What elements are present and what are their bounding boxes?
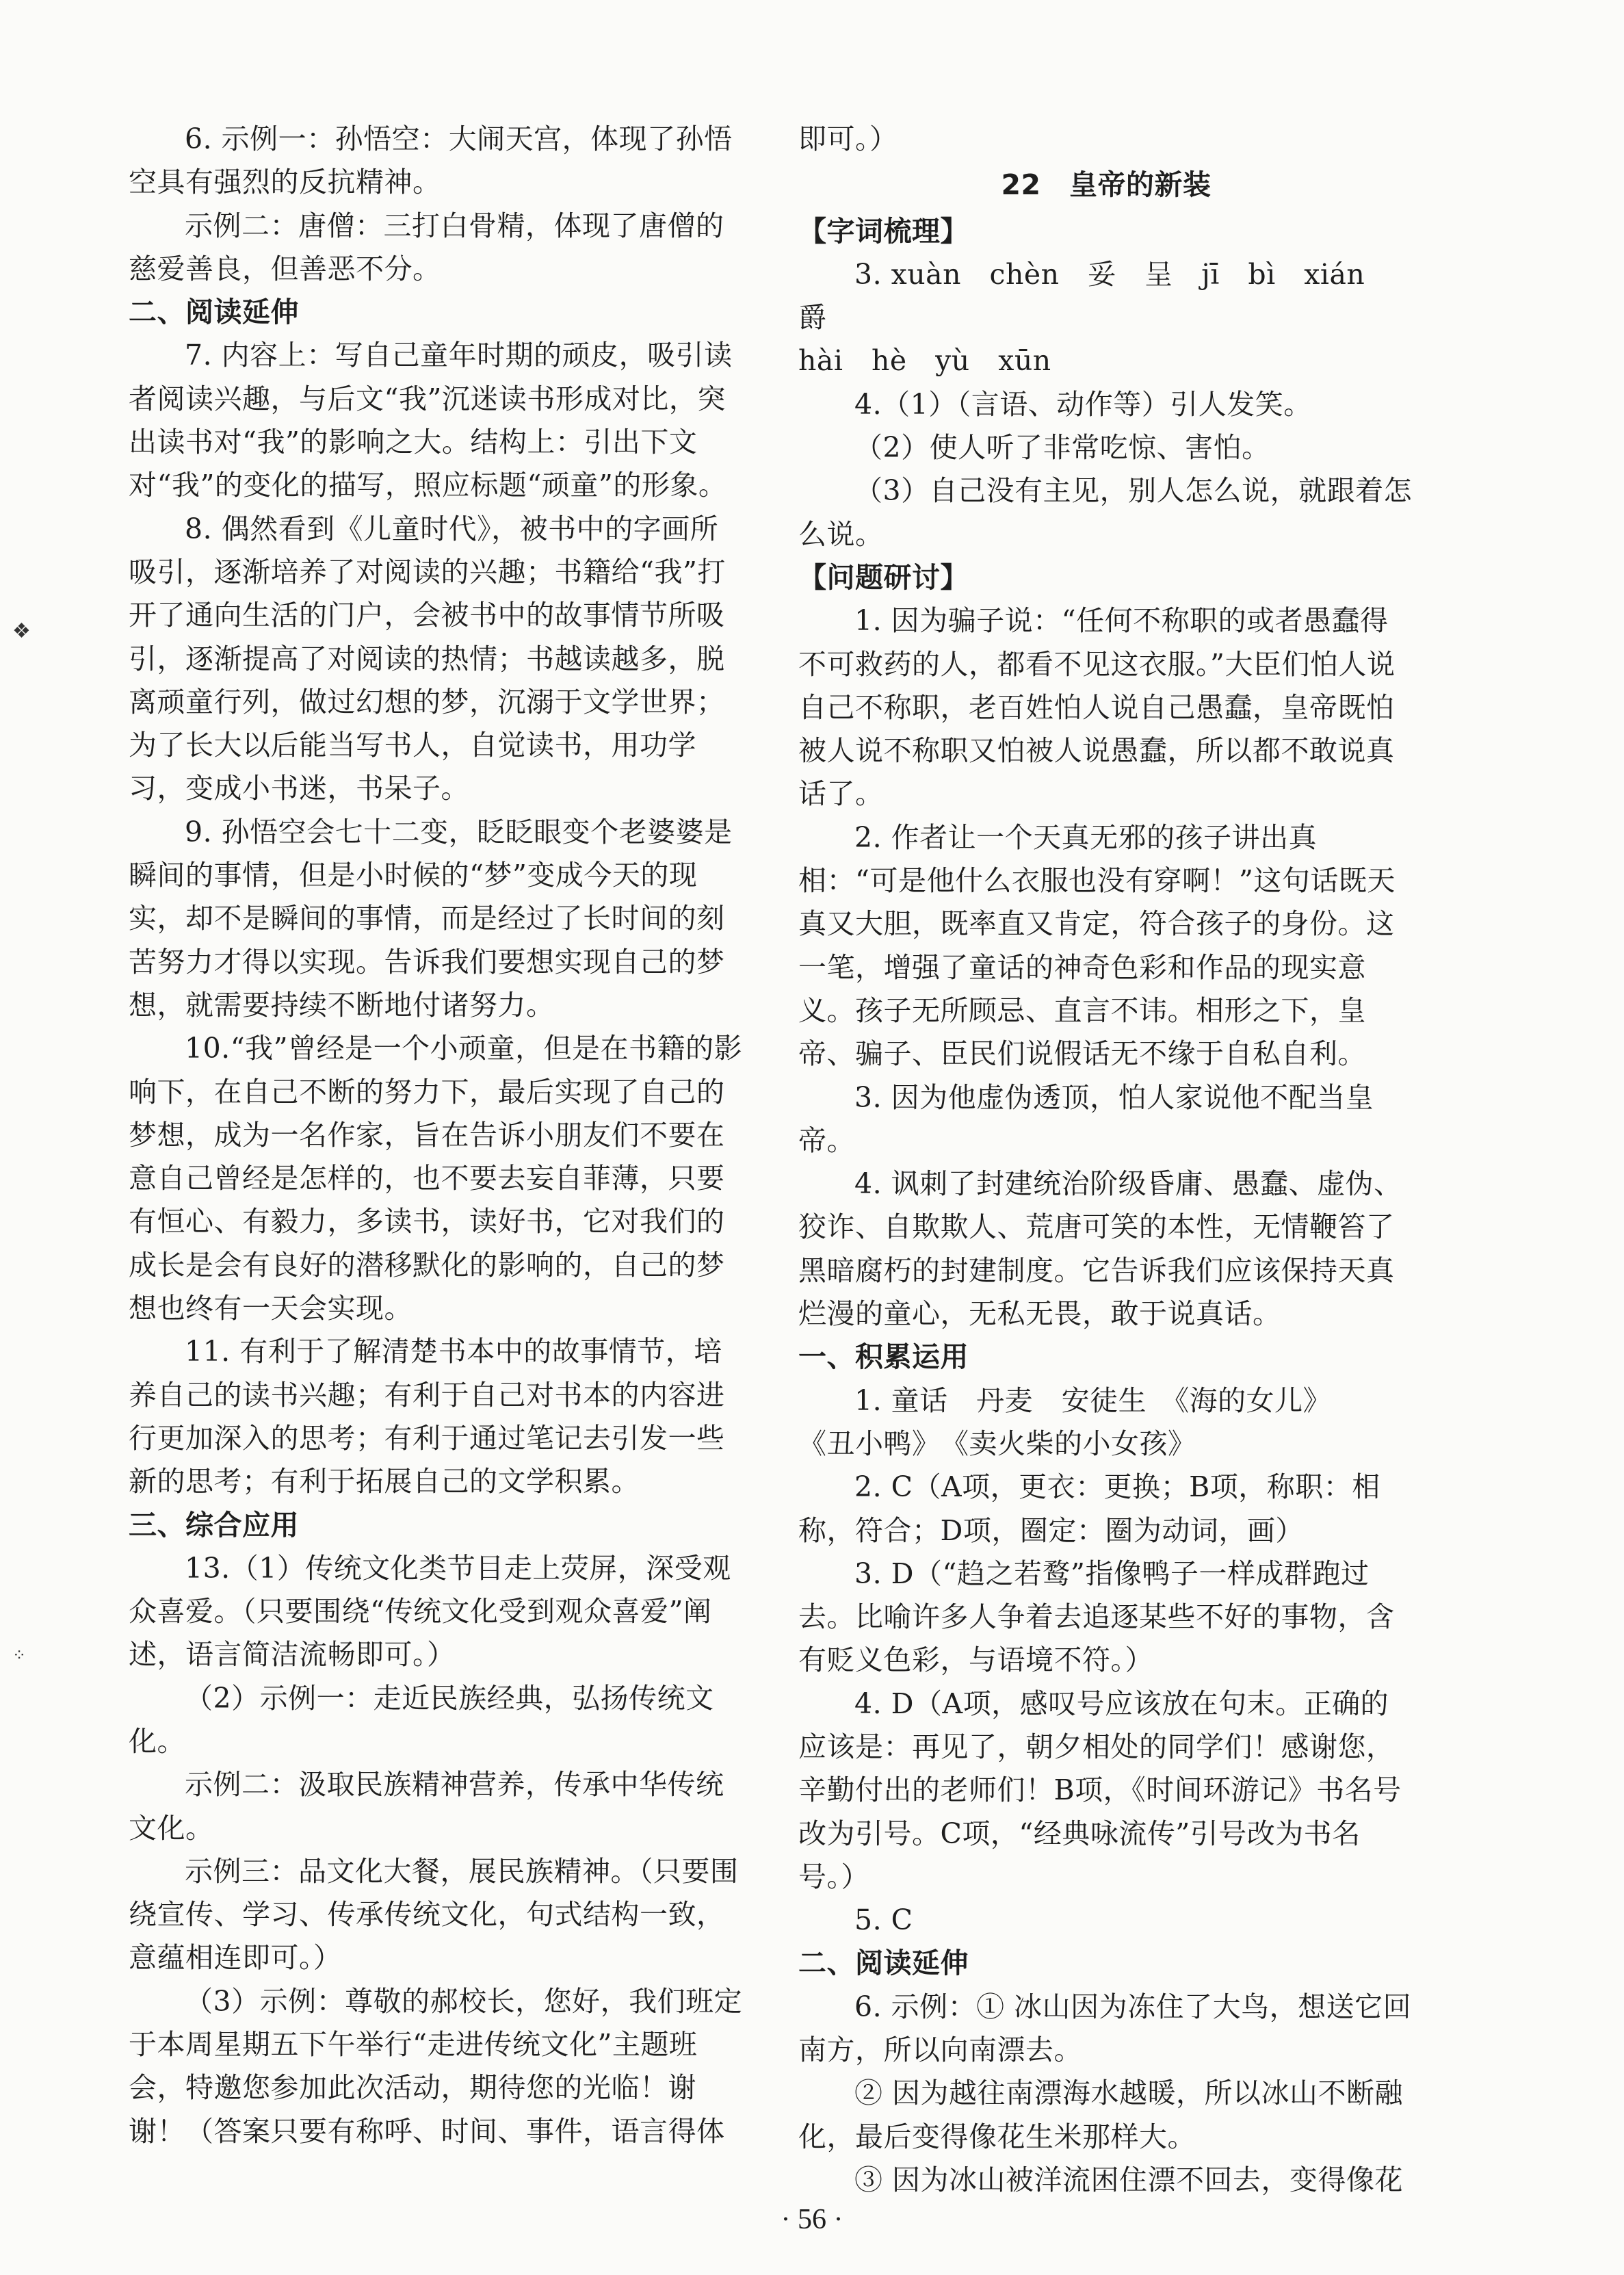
answer-paragraph: 1. 童话 丹麦 安徒生 《海的女儿》	[854, 1383, 1332, 1417]
answer-paragraph: 8. 偶然看到《儿童时代》，被书中的字画所吸引，逐渐培养了对阅读的兴趣；书籍给“我”打开了通向生活的门户，会被书中的故事情节所吸引，逐渐提高了对阅读的热情；书越读越多，脱离顽童行列，做过幻想的梦，沉溺于文学世界；为了长大以后能当写书人，自觉读书，用功学习，变成小书迷，书呆子。	[129, 512, 726, 805]
section-heading: 二、阅读延伸	[129, 296, 299, 329]
lesson-title: 22 皇帝的新装	[1001, 168, 1212, 202]
answer-paragraph: （3）示例：尊敬的郝校长，您好，我们班定于本周星期五下午举行“走进传统文化”主题班会，特邀您参加此次活动，期待您的光临！谢谢！（答案只要有称呼、时间、事件，语言得体	[129, 1984, 743, 2148]
answer-paragraph: 2. C（A项，更衣：更换；B项，称职：相称，符合；D项，圈定：圈为动词，画）	[798, 1470, 1380, 1547]
answer-paragraph: 7. 内容上：写自己童年时期的顽皮，吸引读者阅读兴趣，与后文“我”沉迷读书形成对比，突出读书对“我”的影响之大。结构上：引出下文对“我”的变化的描写，照应标题“顽童”的形象。	[129, 339, 733, 502]
answer-paragraph: （2）示例一：走近民族经典，弘扬传统文化。	[129, 1681, 714, 1758]
binding-mark: ❖	[12, 619, 31, 643]
answer-paragraph: （2）使人听了非常吃惊、害怕。	[854, 431, 1270, 465]
text-line: hài hè yù xūn	[798, 344, 1051, 378]
answer-paragraph: 示例二：唐僧：三打白骨精，体现了唐僧的慈爱善良，但善恶不分。	[129, 209, 724, 285]
section-heading: 三、综合应用	[129, 1508, 299, 1542]
right-column	[798, 118, 1414, 2202]
answer-paragraph: 示例二：汲取民族精神营养，传承中华传统文化。	[129, 1768, 724, 1845]
left-column	[129, 118, 746, 2153]
text-line: 即可。）	[798, 122, 898, 155]
answer-paragraph: ③ 因为冰山被洋流困住漂不回去，变得像花	[854, 2163, 1404, 2196]
answer-paragraph: 4. D（A项，感叹号应该放在句末。正确的应该是：再见了，朝夕相处的同学们！感谢您，辛勤付出的老师们！B项，《时间环游记》书名号改为引号。C项，“经典咏流传”引号改为书名号。）	[798, 1687, 1402, 1893]
answer-paragraph: 3. 因为他虚伪透顶，怕人家说他不配当皇帝。	[798, 1080, 1374, 1157]
answer-paragraph: 13.（1）传统文化类节目走上荧屏，深受观众喜爱。（只要围绕“传统文化受到观众喜爱”阐述，语言简洁流畅即可。）	[129, 1551, 731, 1672]
section-heading: 【问题研讨】	[798, 560, 969, 594]
answer-paragraph: 10.“我”曾经是一个小顽童，但是在书籍的影响下，在自己不断的努力下，最后实现了自己的梦想，成为一名作家，旨在告诉小朋友们不要在意自己曾经是怎样的，也不要去妄自菲薄，只要有恒心、有毅力，多读书，读好书，它对我们的成长是会有良好的潜移默化的影响的，自己的梦想也终有一天会实现。	[129, 1032, 743, 1325]
answer-paragraph: 4. 讽刺了封建统治阶级昏庸、愚蠢、虚伪、狡诈、自欺欺人、荒唐可笑的本性，无情鞭笞了黑暗腐朽的封建制度。它告诉我们应该保持天真烂漫的童心，无私无畏，敢于说真话。	[798, 1167, 1402, 1331]
answer-paragraph: 3. xuàn chèn 妥 呈 jī bì xián 爵	[798, 257, 1393, 335]
section-heading: 一、积累运用	[798, 1340, 969, 1374]
answer-paragraph: 11. 有利于了解清楚书本中的故事情节，培养自己的读书兴趣；有利于自己对书本的内容进行更加深入的思考；有利于通过笔记去引发一些新的思考；有利于拓展自己的文学积累。	[129, 1335, 725, 1498]
answer-paragraph: 4.（1）（言语、动作等）引人发笑。	[854, 387, 1312, 421]
page-number: · 56 ·	[781, 2204, 843, 2235]
answer-paragraph: 2. 作者让一个天真无邪的孩子讲出真相：“可是他什么衣服也没有穿啊！”这句话既天真又大胆，既率直又肯定，符合孩子的身份。这一笔，增强了童话的神奇色彩和作品的现实意义。孩子无所顾忌、直言不讳。相形之下，皇帝、骗子、臣民们说假话无不缘于自私自利。	[798, 820, 1396, 1071]
answer-paragraph: 9. 孙悟空会七十二变，眨眨眼变个老婆婆是瞬间的事情，但是小时候的“梦”变成今天的现实，却不是瞬间的事情，而是经过了长时间的刻苦努力才得以实现。告诉我们要想实现自己的梦想，就需要持续不断地付诸努力。	[129, 815, 733, 1022]
answer-paragraph: 6. 示例：① 冰山因为冻住了大鸟，想送它回南方，所以向南漂去。	[798, 1990, 1412, 2067]
answer-paragraph: 示例三：品文化大餐，展民族精神。（只要围绕宣传、学习、传承传统文化，句式结构一致，意蕴相连即可。）	[129, 1854, 739, 1975]
answer-paragraph: 6. 示例一：孙悟空：大闹天宫，体现了孙悟空具有强烈的反抗精神。	[129, 122, 733, 199]
answer-paragraph: ② 因为越往南漂海水越暖，所以冰山不断融化，最后变得像花生米那样大。	[798, 2077, 1404, 2153]
section-heading: 【字词梳理】	[798, 214, 969, 248]
text-line: 《丑小鸭》 《卖火柴的小女孩》	[798, 1427, 1196, 1460]
section-heading: 二、阅读延伸	[798, 1947, 969, 1980]
answer-paragraph: （3）自己没有主见，别人怎么说，就跟着怎么说。	[798, 474, 1413, 551]
answer-paragraph: 5. C	[854, 1903, 913, 1937]
binding-mark: ⁘	[12, 1646, 27, 1665]
answer-paragraph: 1. 因为骗子说：“任何不称职的或者愚蠢得不可救药的人，都看不见这衣服。”大臣们怕人说自己不称职，老百姓怕人说自己愚蠢，皇帝既怕被人说不称职又怕被人说愚蠢，所以都不敢说真话了。	[798, 604, 1396, 811]
answer-paragraph: 3. D（“趋之若鹜”指像鸭子一样成群跑过去。比喻许多人争着去追逐某些不好的事物，含有贬义色彩，与语境不符。）	[798, 1557, 1395, 1677]
